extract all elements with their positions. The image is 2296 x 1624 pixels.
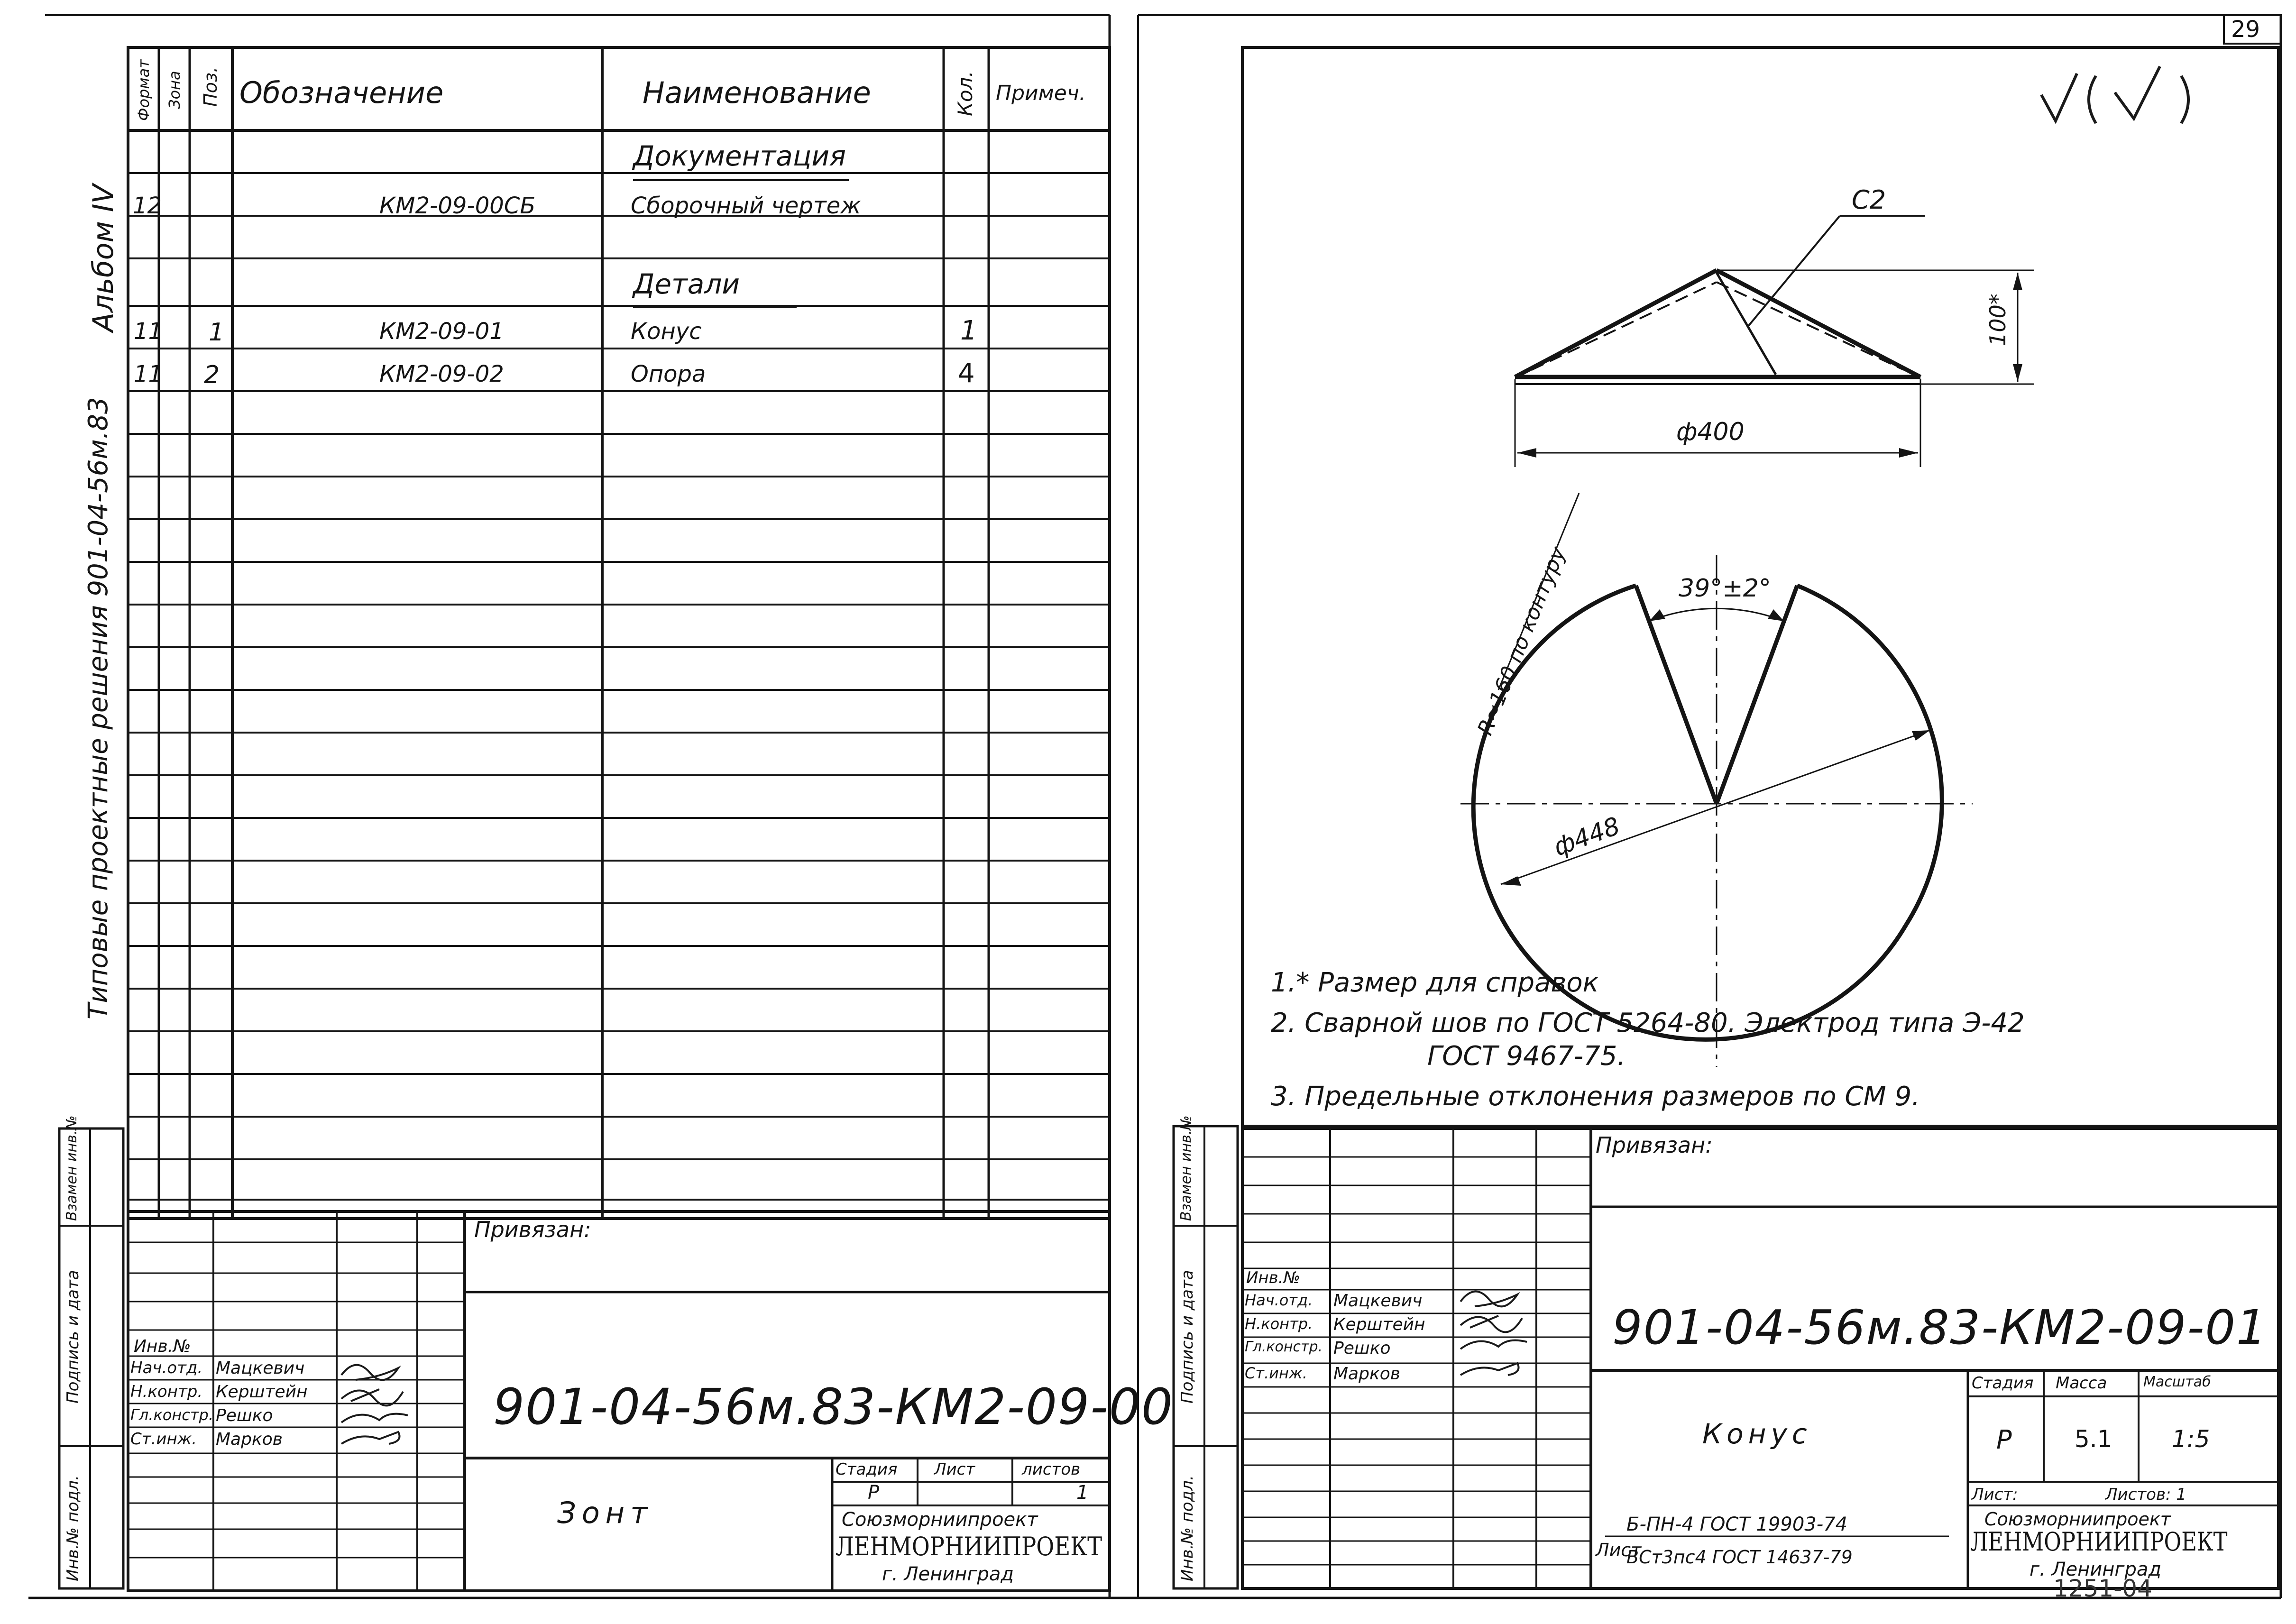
album-label: Альбом IV (87, 184, 120, 332)
note-2-cont: ГОСТ 9467-75. (1427, 1041, 1626, 1072)
header-pos: Поз. (200, 66, 221, 107)
header-qty: Кол. (954, 71, 977, 116)
right-role: Нач.отд. (1245, 1291, 1313, 1309)
note-3: 3. Предельные отклонения размеров по СМ 9. (1271, 1081, 1920, 1112)
left-stage-label: Стадия (836, 1460, 898, 1479)
row-pos: 2 (204, 361, 220, 389)
label-sign-date: Подпись и дата (64, 1270, 83, 1404)
check-marks (2039, 71, 2052, 76)
right-name: Мацкевич (1333, 1291, 1423, 1311)
right-material-sheet-word: Лист (1596, 1540, 1642, 1560)
left-name: Решко (216, 1406, 273, 1425)
label-inv-original: Инв.№ подл. (1178, 1475, 1197, 1581)
header-name: Наименование (643, 75, 871, 110)
right-org1: Союзморниипроект (1984, 1509, 2171, 1530)
left-doc-code: 901-04-56м.83-КМ2-09-00 (493, 1378, 1174, 1436)
right-name: Марков (1333, 1364, 1400, 1384)
right-stage: Р (1996, 1425, 2012, 1455)
row-name: Конус (631, 318, 702, 345)
row-name: Опора (631, 361, 706, 387)
right-material-line1: Б-ПН-4 ГОСТ 19903-74 (1626, 1514, 1848, 1535)
section-parts: Детали (633, 268, 740, 300)
left-inv-no: Инв.№ (134, 1337, 191, 1356)
right-mass: 5.1 (2075, 1425, 2112, 1453)
right-name: Керштейн (1333, 1315, 1425, 1334)
right-scale: 1:5 (2172, 1425, 2210, 1453)
left-sheet-label: Лист (934, 1460, 975, 1479)
right-role: Н.контр. (1245, 1315, 1313, 1333)
left-name: Керштейн (216, 1382, 308, 1402)
section-documentation: Документация (633, 140, 846, 172)
row-designation: КМ2-09-02 (379, 361, 504, 387)
left-sheets-label: листов (1022, 1460, 1081, 1479)
row-designation: КМ2-09-00СБ (379, 193, 536, 219)
angle-label: 39°±2° (1679, 574, 1771, 603)
right-org2: ЛЕНМОРНИИПРОЕКТ (1970, 1527, 2228, 1557)
row-qty: 1 (960, 315, 977, 346)
left-name: Марков (216, 1430, 283, 1449)
left-org1: Союзморниипроект (842, 1509, 1038, 1531)
right-role: Гл.констр. (1245, 1339, 1323, 1355)
right-inv-no: Инв.№ (1246, 1268, 1300, 1287)
height-dim: 100* (1985, 294, 2011, 346)
left-role: Нач.отд. (130, 1358, 203, 1377)
row-format: 12 (133, 193, 162, 219)
row-designation: КМ2-09-01 (379, 318, 504, 345)
note-1: 1.* Размер для справок (1271, 967, 1599, 998)
left-attached-label: Привязан: (474, 1217, 591, 1242)
label-replaced-inv: Взамен инв.№ (64, 1115, 80, 1221)
diam-blank: ф448 (1550, 812, 1624, 862)
left-sheets: 1 (1076, 1482, 1089, 1504)
radius-label: R≈160 по контуру (1473, 543, 1571, 739)
left-title: Зонт (557, 1496, 653, 1530)
right-stage-label: Стадия (1972, 1374, 2034, 1393)
row-qty: 4 (958, 358, 975, 389)
header-zone: Зона (165, 71, 184, 109)
left-role: Гл.констр. (130, 1406, 213, 1424)
right-city: г. Ленинград (2030, 1559, 2162, 1580)
label-sign-date: Подпись и дата (1178, 1270, 1197, 1404)
left-name: Мацкевич (216, 1358, 305, 1378)
right-material-line2: ВСт3пс4 ГОСТ 14637-79 (1626, 1547, 1853, 1568)
row-name: Сборочный чертеж (631, 193, 861, 219)
series-label: Типовые проектные решения 901-04-56м.83 (83, 397, 114, 1019)
row-format: 11 (134, 318, 163, 345)
diam-top: ф400 (1676, 418, 1745, 446)
left-org2: ЛЕНМОРНИИПРОЕКТ (836, 1532, 1102, 1561)
right-name: Решко (1333, 1339, 1391, 1358)
left-role: Н.контр. (130, 1382, 203, 1401)
left-city: г. Ленинград (882, 1563, 1014, 1585)
archive-number: 1251-04 (2053, 1575, 2152, 1602)
header-designation: Обозначение (239, 75, 444, 110)
row-format: 11 (134, 361, 163, 387)
right-mass-label: Масса (2056, 1374, 2107, 1393)
header-format: Формат (135, 59, 153, 121)
page-number: 29 (2231, 16, 2260, 43)
right-scale-label: Масштаб (2143, 1374, 2211, 1390)
weld-mark: С2 (1852, 185, 1886, 215)
right-sheet-label: Лист: (1972, 1485, 2018, 1504)
label-inv-original: Инв.№ подл. (64, 1475, 83, 1581)
left-stage: Р (868, 1482, 880, 1504)
label-replaced-inv: Взамен инв.№ (1178, 1115, 1194, 1221)
right-doc-code: 901-04-56м.83-КМ2-09-01 (1612, 1300, 2268, 1355)
right-title: Конус (1702, 1418, 1812, 1450)
right-sheets-label: Листов: 1 (2105, 1485, 2186, 1504)
left-role: Ст.инж. (130, 1430, 197, 1449)
header-note: Примеч. (996, 81, 1086, 105)
note-2: 2. Сварной шов по ГОСТ 5264-80. Электрод типа Э-42 (1271, 1008, 2025, 1038)
row-pos: 1 (209, 318, 225, 347)
right-role: Ст.инж. (1245, 1364, 1307, 1382)
right-attached-label: Привязан: (1596, 1132, 1713, 1158)
